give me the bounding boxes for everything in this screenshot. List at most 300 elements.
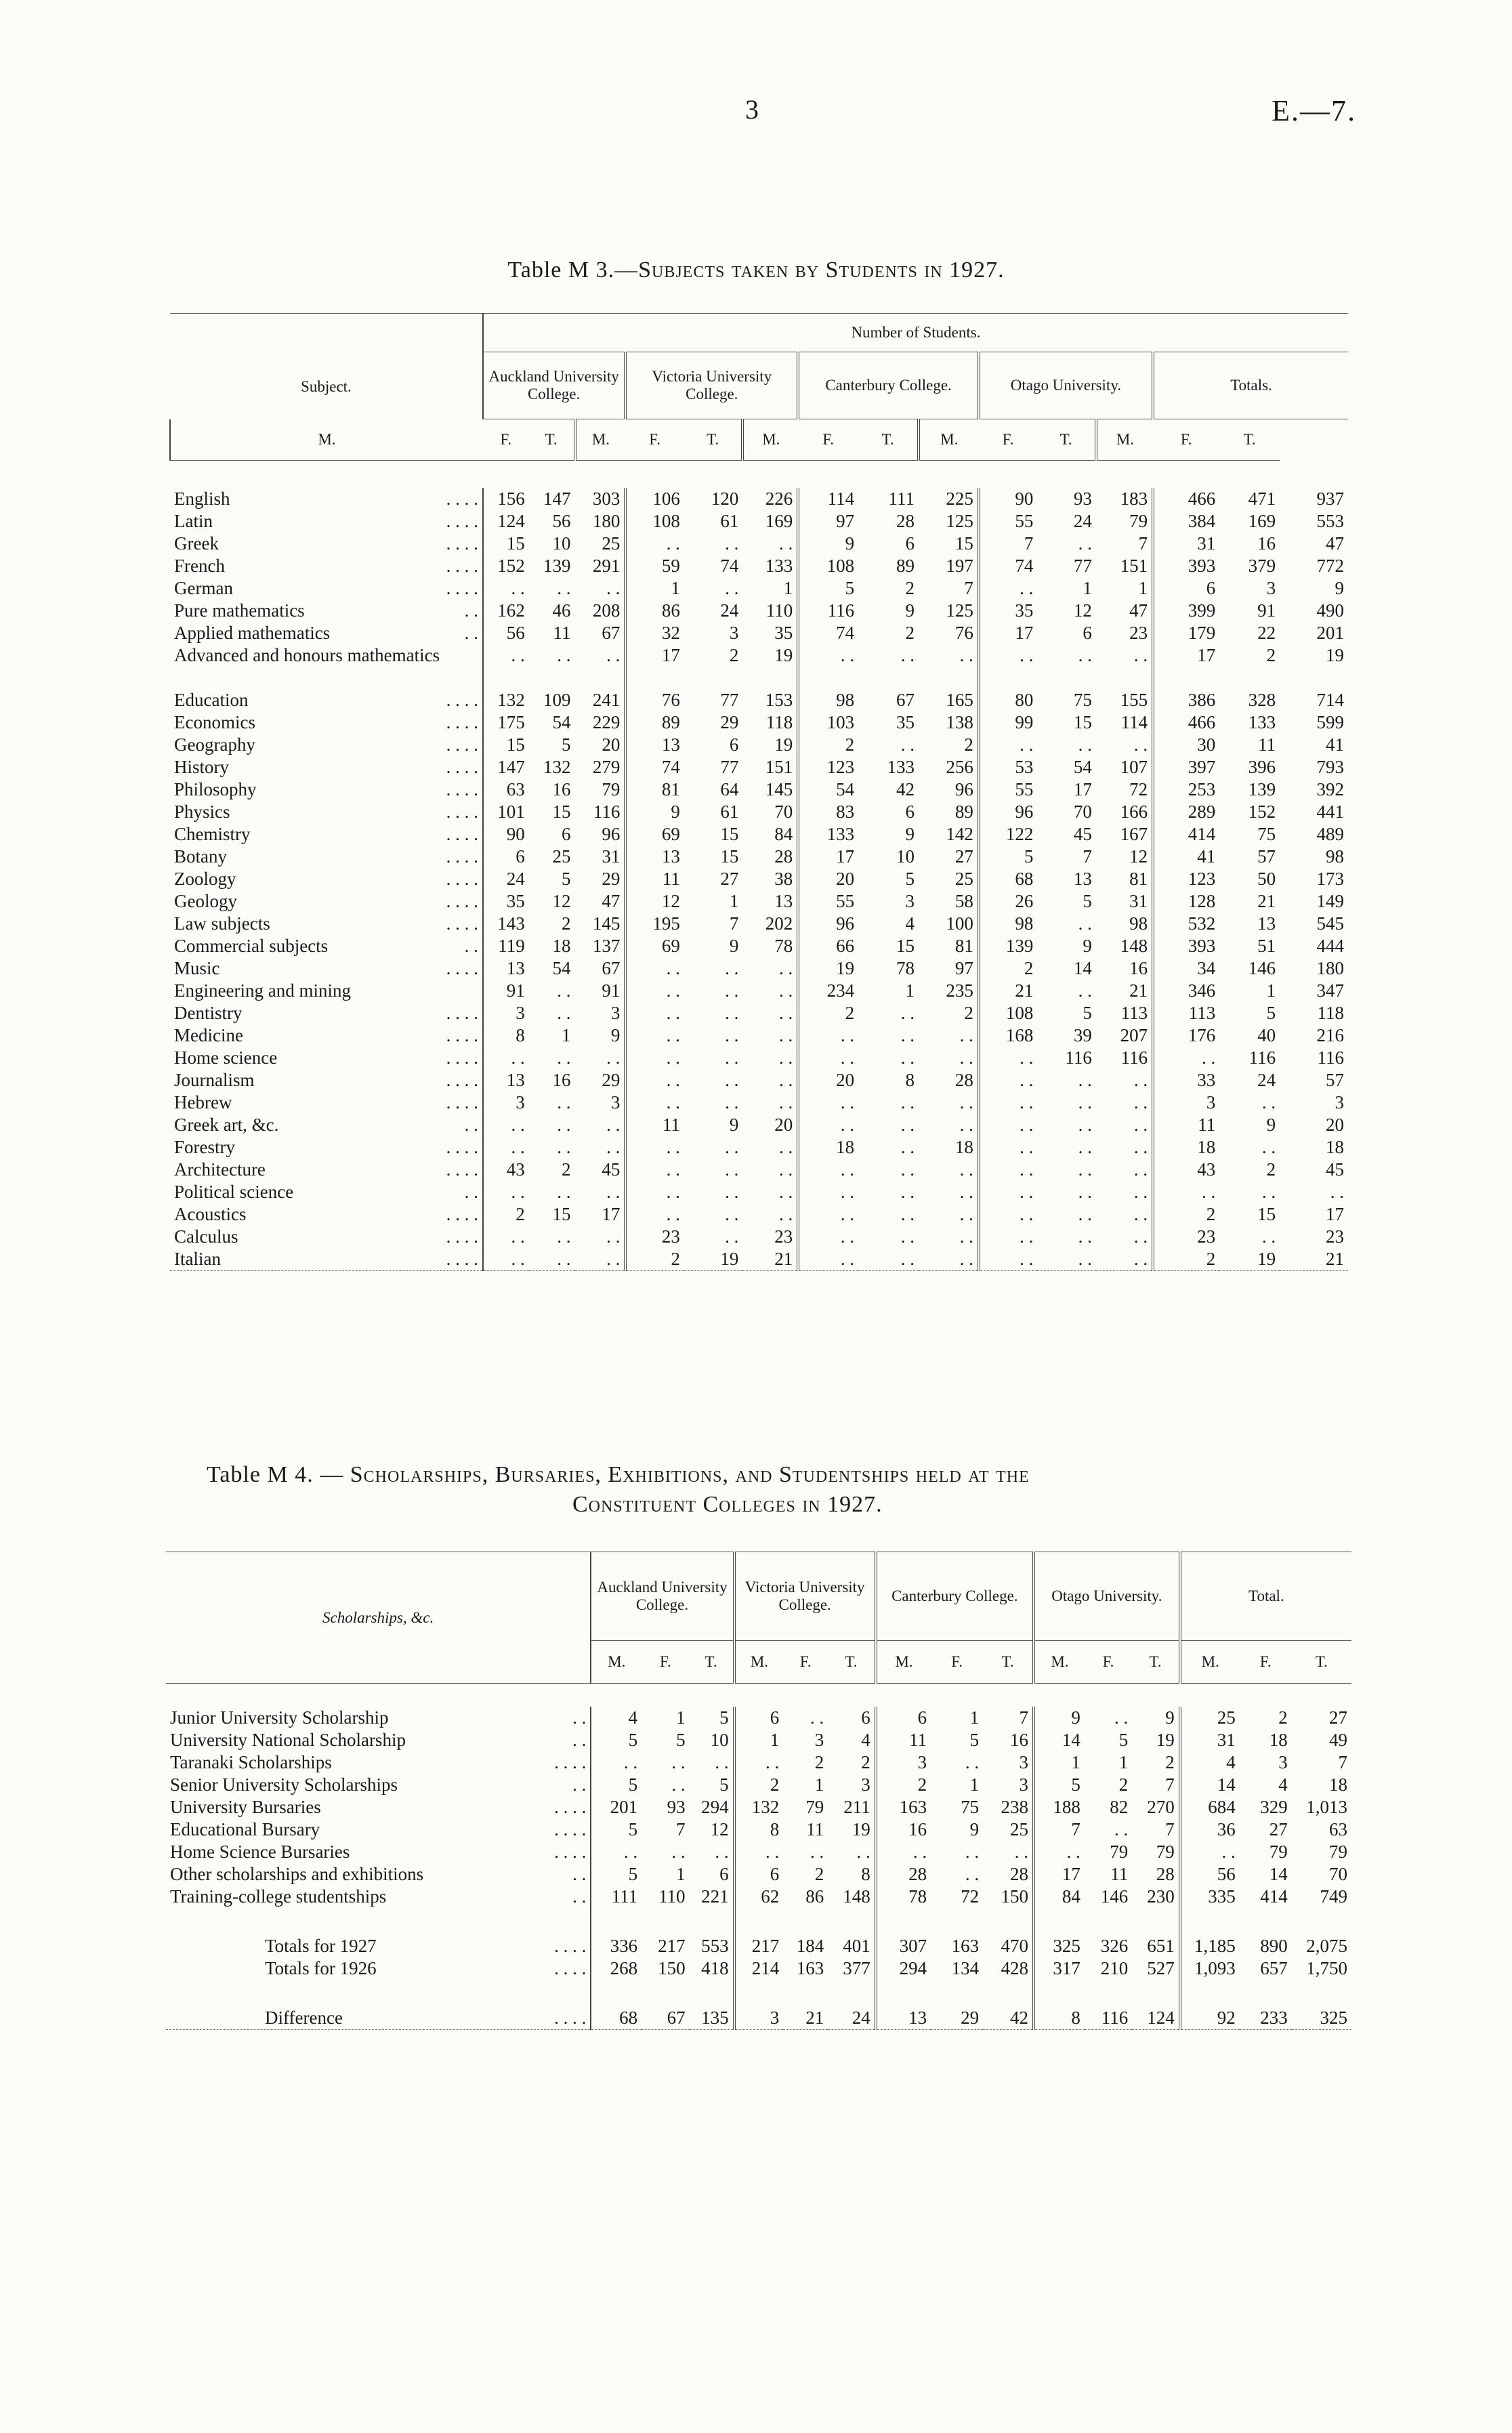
value-cell: . . [1261,1092,1276,1112]
value-cell: 6 [562,824,571,844]
value-cell: 317 [1034,1957,1085,1980]
value-cell: 46 [552,600,571,621]
value-cell: 35 [774,623,793,643]
value-cell: 6 [729,734,739,755]
value-cell: 15 [483,533,529,555]
subject-label: Medicine [174,1025,243,1045]
leader-dots: . . . . [446,958,478,978]
value-cell: 55 [798,890,858,913]
value-cell: 56 [1180,1863,1240,1886]
subject-cell [170,1203,483,1226]
value-cell: 328 [1248,690,1276,710]
value-cell: 13 [774,891,793,911]
table-m4-title-prefix: Table M 4. — [207,1462,350,1487]
sub-header-cell: F. [483,419,529,461]
value-cell: 7 [1019,1707,1029,1728]
value-cell: 527 [1147,1958,1175,1978]
value-cell: 120 [711,488,739,509]
value-cell: . . [671,1774,686,1795]
subject-label: Greek [174,533,219,554]
value-cell: . . [979,1248,1038,1271]
value-cell: . . [725,1070,739,1090]
sub-header-cell: M. [1096,419,1153,461]
value-cell: . . [810,1707,824,1728]
subject-label: Greek art, &c. [174,1115,279,1135]
value-cell: 108 [625,510,684,533]
value-cell: 325 [1320,2008,1347,2028]
value-cell: . . [779,958,793,978]
value-cell: 26 [979,890,1038,913]
value-cell: 79 [1129,511,1148,531]
value-cell: 38 [774,869,793,889]
value-cell: 35 [979,600,1038,622]
value-cell: 15 [552,802,571,822]
value-cell: 8 [1034,2007,1085,2030]
subject-cell [170,1248,483,1271]
value-cell: 1,093 [1180,1957,1240,1980]
value-cell: 106 [625,488,684,510]
scholarship-label: Senior University Scholarships [170,1774,398,1795]
value-cell: 441 [1316,802,1344,822]
value-cell: 109 [543,690,571,710]
value-cell: 201 [591,1796,642,1818]
value-cell: 97 [954,958,973,978]
value-cell: 11 [553,623,571,643]
value-cell: 128 [1153,890,1219,913]
value-cell: 175 [483,711,529,734]
value-cell: 599 [1316,712,1344,732]
scholarship-label-cell [166,1818,591,1841]
value-cell: 17 [1153,644,1219,689]
value-cell: 42 [1010,2008,1029,2028]
value-cell: . . [625,1069,684,1091]
value-cell: 5 [719,1774,729,1795]
value-cell: 211 [843,1797,870,1817]
value-cell: 13 [625,846,684,868]
value-cell: 1 [1138,578,1148,598]
value-cell: 8 [483,1024,529,1047]
subject-cell [170,823,483,846]
value-cell: . . [856,1842,870,1862]
value-cell: . . [483,577,529,600]
value-cell: 15 [1073,712,1092,732]
value-cell: 133 [765,556,793,576]
leader-dots: . . [572,1730,587,1750]
value-cell: 3 [729,623,739,643]
value-cell: 51 [1257,936,1276,956]
value-cell: 714 [1316,690,1344,710]
college-header-canterbury: Canterbury College. [798,352,979,419]
value-cell: 25 [602,533,621,554]
value-cell: 201 [1316,623,1344,643]
value-cell: . . [979,577,1038,600]
value-cell: 19 [720,1249,739,1269]
value-cell: 74 [625,756,684,778]
value-cell: . . [798,1114,858,1136]
value-cell: 207 [1120,1025,1148,1045]
value-cell: 91 [602,980,621,1001]
value-cell: 7 [676,1819,686,1839]
value-cell: 1 [1034,1751,1085,1774]
value-cell: 9 [1335,578,1344,598]
value-cell: . . [798,1024,858,1047]
value-cell: 234 [798,980,858,1002]
value-cell: 379 [1248,556,1276,576]
value-cell: 162 [483,600,529,622]
value-cell: 47 [602,891,621,911]
table-row [170,913,1348,935]
value-cell: . . [900,1204,915,1224]
value-cell: 3 [1266,578,1276,598]
value-cell: 150 [1001,1886,1029,1907]
value-cell: . . [779,1182,793,1202]
value-cell: 7 [1165,1819,1175,1839]
value-cell: 180 [592,511,621,531]
value-cell: 489 [1316,824,1344,844]
value-cell: 414 [1260,1886,1288,1907]
value-cell: 125 [946,600,973,621]
value-cell: 28 [774,846,793,867]
value-cell: 27 [954,846,973,867]
value-cell: 139 [979,935,1038,957]
value-cell: 18 [552,936,571,956]
value-cell: 2 [876,1774,931,1796]
table-row [170,846,1348,868]
value-cell: 123 [1153,868,1219,890]
value-cell: . . [625,957,684,980]
table-row [166,1863,1351,1886]
value-cell: . . [900,1249,915,1269]
value-cell: 28 [954,1070,973,1090]
value-cell: 197 [946,556,973,576]
value-cell: 226 [765,488,793,509]
value-cell: 114 [798,488,858,510]
value-cell: 2 [861,1752,870,1772]
value-cell: . . [557,1092,571,1112]
table-row [166,1841,1351,1863]
value-cell: 2 [625,1248,684,1271]
value-cell: . . [959,1047,973,1068]
value-cell: 346 [1153,980,1219,1002]
leader-dots: . . . . [554,1819,587,1839]
value-cell: 3 [1335,1092,1344,1112]
table-row [170,935,1348,957]
value-cell: . . [959,645,973,665]
value-cell: 41 [1153,846,1219,868]
value-cell: 303 [592,488,621,509]
value-cell: 8 [861,1864,870,1884]
value-cell: 173 [1316,869,1344,889]
value-cell: 98 [1129,913,1148,934]
table-row [170,778,1348,801]
subject-label: Economics [174,712,255,732]
value-cell: . . [557,1047,571,1068]
value-cell: 1 [905,980,915,1001]
m4-college-header-total: Total. [1180,1552,1351,1641]
subject-label: Architecture [174,1159,266,1180]
value-cell: 75 [1257,824,1276,844]
value-cell: . . [483,1114,529,1136]
value-cell: 4 [905,913,915,934]
leader-dots: . . . . [446,556,478,576]
leader-dots: . . . . [446,1003,478,1023]
value-cell: 124 [483,510,529,533]
leader-dots: . . . . [446,488,478,509]
value-cell: 84 [774,824,793,844]
table-row [170,1248,1348,1271]
value-cell: 133 [798,823,858,846]
table-row [170,980,1348,1002]
value-cell: 6 [734,1707,784,1729]
value-cell: . . [1014,1842,1029,1862]
value-cell: 216 [1316,1025,1344,1045]
value-cell: 74 [979,555,1038,577]
value-cell: 180 [1316,958,1344,978]
value-cell: 132 [483,689,529,711]
value-cell: 68 [591,2007,642,2030]
subject-label: Acoustics [174,1204,247,1224]
m4-college-header-otago: Otago University. [1034,1552,1180,1641]
subject-label: Advanced and honours mathematics [174,645,440,665]
table-row [170,957,1348,980]
value-cell: 89 [896,556,915,576]
value-cell: 155 [1120,690,1148,710]
scholarship-label-cell [166,2007,591,2030]
value-cell: . . [671,1842,686,1862]
value-cell: . . [1133,1226,1148,1247]
value-cell: . . [900,1025,915,1045]
value-cell: . . [557,645,571,665]
scholarship-label: Taranaki Scholarships [170,1752,332,1772]
sub-header-cell: M. [919,419,979,461]
value-cell: 2 [1118,1774,1129,1795]
m4-sub-header-cell: M. [591,1641,642,1684]
value-cell: 76 [954,623,973,643]
value-cell: 152 [483,555,529,577]
value-cell: . . [606,1115,621,1135]
value-cell: . . [1133,1182,1148,1202]
value-cell: 169 [1248,511,1276,531]
value-cell: 17 [1326,1204,1344,1224]
subject-cell [170,890,483,913]
value-cell: 21 [805,2008,824,2028]
scholarship-label-cell [166,1957,591,1980]
value-cell: . . [557,578,571,598]
value-cell: 98 [979,913,1038,935]
table-row [170,711,1348,734]
value-cell: 418 [701,1958,729,1978]
m4-sub-header-cell: F. [931,1641,983,1684]
value-cell: 49 [1329,1730,1347,1750]
value-cell: 24 [1257,1070,1276,1090]
value-cell: 2 [1153,1248,1219,1271]
value-cell: . . [979,644,1038,689]
value-cell: 150 [658,1958,686,1978]
m4-sub-header-cell: T. [690,1641,734,1684]
value-cell: . . [483,1047,529,1069]
value-cell: 21 [979,980,1038,1002]
value-cell: 67 [602,958,621,978]
value-cell: . . [798,1159,858,1181]
value-cell: . . [779,533,793,554]
value-cell: 11 [1153,1114,1219,1136]
leader-dots: . . . . [554,1797,587,1817]
value-cell: 5 [591,1863,642,1886]
value-cell: 2 [814,1864,824,1884]
table-m4-title-line2: Constituent Colleges in 1927. [572,1492,883,1517]
subject-label: Journalism [174,1070,255,1090]
value-cell: 1 [814,1774,824,1795]
value-cell: 230 [1147,1886,1175,1907]
sub-header-row [170,419,1348,461]
value-cell: 14 [1034,1729,1085,1751]
value-cell: 81 [954,936,973,956]
value-cell: 111 [888,488,915,509]
value-cell: 80 [979,689,1038,711]
value-cell: 2 [483,1203,529,1226]
table-row [170,1159,1348,1181]
subject-cell [170,1024,483,1047]
scholarship-label-cell [166,1729,591,1751]
sub-header-cell: F. [625,419,684,461]
value-cell: 23 [1326,1226,1344,1247]
value-cell: . . [1153,1181,1219,1203]
value-cell: 163 [951,1936,980,1956]
value-cell: 9 [610,1025,621,1045]
value-cell: . . [965,1842,980,1862]
subject-label: Education [174,690,249,710]
value-cell: 3 [1153,1091,1219,1114]
sub-header-cell: M. [170,419,483,461]
value-cell: . . [557,1115,571,1135]
value-cell: 2 [979,957,1038,980]
value-cell: 24 [1073,511,1092,531]
value-cell: 163 [876,1796,931,1818]
m4-sub-header-cell: M. [1180,1641,1240,1684]
leader-dots: . . [572,1864,587,1884]
value-cell: 18 [798,1136,858,1159]
value-cell: 22 [1257,623,1276,643]
value-cell: 3 [814,1730,824,1750]
value-cell: . . [1078,1137,1092,1157]
value-cell: 57 [1326,1070,1344,1090]
table-row [170,510,1348,533]
value-cell: 470 [1001,1936,1029,1956]
value-cell: 289 [1153,801,1219,823]
value-cell: 19 [1326,645,1344,665]
value-cell: 81 [625,778,684,801]
value-cell: 116 [1120,1047,1148,1068]
leader-dots: . . . . [446,913,478,934]
value-cell: 103 [798,711,858,734]
value-cell: 28 [1010,1864,1029,1884]
value-cell: 28 [896,511,915,531]
value-cell: 294 [701,1797,729,1817]
value-cell: 66 [798,935,858,957]
value-cell: 12 [1129,846,1148,867]
value-cell: 29 [602,1070,621,1090]
value-cell: 268 [591,1957,642,1980]
value-cell: . . [979,1181,1038,1203]
value-cell: 122 [979,823,1038,846]
value-cell: . . [1078,980,1092,1001]
value-cell: 9 [1165,1707,1175,1728]
subject-label: Forestry [174,1137,235,1157]
value-cell: 89 [625,711,684,734]
value-cell: 890 [1260,1936,1288,1956]
value-cell: 62 [734,1886,784,1908]
value-cell: 188 [1034,1796,1085,1818]
value-cell: 50 [1257,869,1276,889]
subject-cell [170,689,483,711]
value-cell: 28 [1156,1864,1175,1884]
value-cell: 11 [1110,1864,1129,1884]
scholarship-label: Home Science Bursaries [170,1842,350,1862]
subject-cell [170,1091,483,1114]
value-cell: 3 [734,2007,784,2030]
leader-dots: . . . . [446,891,478,911]
value-cell: 36 [1180,1818,1240,1841]
value-cell: 33 [1153,1069,1219,1091]
value-cell: . . [1114,1819,1129,1839]
value-cell: 54 [552,958,571,978]
value-cell: 98 [798,689,858,711]
table-row [170,890,1348,913]
value-cell: . . [725,1182,739,1202]
value-cell: 17 [1034,1863,1085,1886]
value-cell: 53 [979,756,1038,778]
value-cell: . . [979,1159,1038,1181]
value-cell: 2 [798,1002,858,1024]
value-cell: 9 [1083,936,1092,956]
value-cell: 137 [592,936,621,956]
scholarship-label-cell [166,1796,591,1818]
value-cell: 19 [798,957,858,980]
value-cell: 19 [1156,1730,1175,1750]
value-cell: 30 [1153,734,1219,756]
scholarship-label-cell [166,1841,591,1863]
value-cell: 31 [602,846,621,867]
value-cell: 176 [1153,1024,1219,1047]
value-cell: . . [798,1181,858,1203]
value-cell: . . [900,1226,915,1247]
value-cell: 202 [765,913,793,934]
page-number: 3 [745,94,759,125]
value-cell: . . [900,1115,915,1135]
value-cell: . . [725,578,739,598]
value-cell: . . [959,1159,973,1180]
value-cell: . . [959,1182,973,1202]
value-cell: 79 [1269,1842,1288,1862]
value-cell: 393 [1153,555,1219,577]
value-cell: 5 [562,734,571,755]
value-cell: 3 [876,1751,931,1774]
value-cell: 78 [896,958,915,978]
value-cell: 336 [591,1935,642,1957]
value-cell: 24 [852,2008,870,2028]
subject-cell [170,980,483,1002]
scholarship-label: Totals for 1927 [265,1936,377,1956]
value-cell: 11 [625,1114,684,1136]
value-cell: 9 [798,533,858,555]
value-cell: 148 [843,1886,870,1907]
value-cell: . . [725,1092,739,1112]
value-cell: 96 [602,824,621,844]
value-cell: 4 [1278,1774,1288,1795]
value-cell: 233 [1260,2008,1288,2028]
value-cell: . . [779,980,793,1001]
value-cell: 7 [964,578,973,598]
